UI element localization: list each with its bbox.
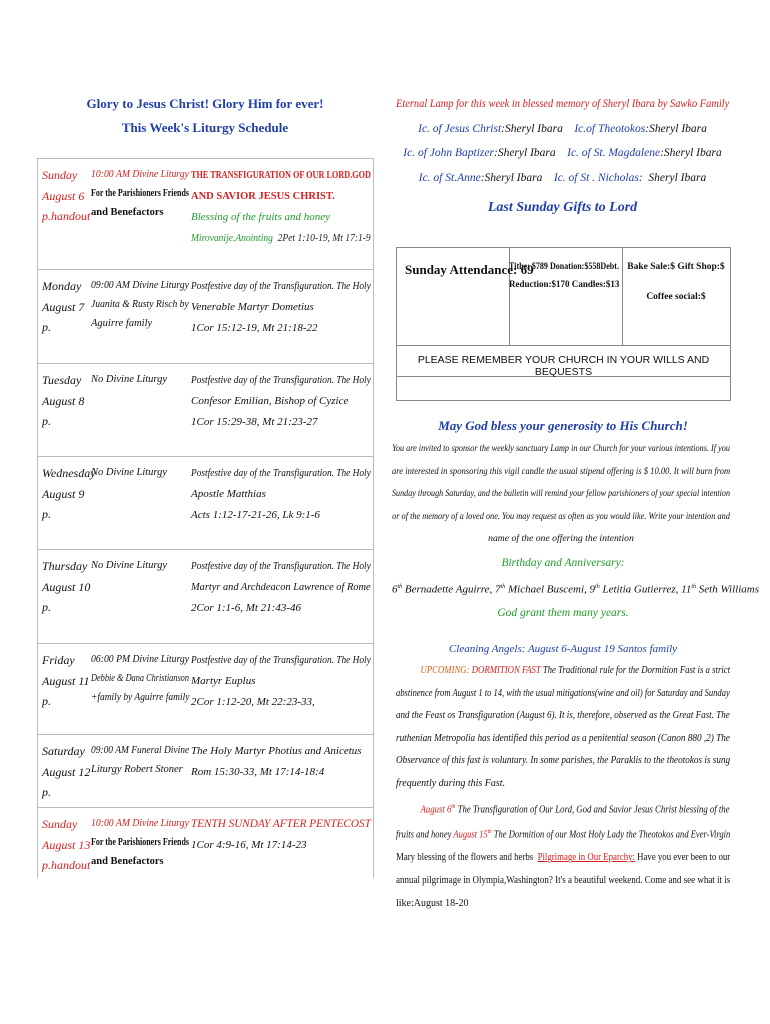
schedule-row-tuesday <box>38 363 373 456</box>
fast-text: The Traditional rule for the Dormition Fast is a strict <box>542 665 731 676</box>
ordinal: th <box>487 829 492 836</box>
fast-text: and the Feast os Transfiguration (August 6). It is, therefore, observed as the Great Fast. The <box>396 710 730 722</box>
icon-sponsor: Sheryl Ibara <box>484 171 543 184</box>
like-text: like:August 18-20 <box>396 897 469 909</box>
tithe-line: Reduction:$170 Candles:$13 <box>509 280 620 290</box>
aug15-label: August 15 <box>453 829 488 841</box>
icon-sponsor: Sheryl Ibara <box>497 147 556 159</box>
feast: Apostle Matthias <box>191 488 266 500</box>
stats-box <box>396 247 731 401</box>
annual-text: annual pilgrimage in Olympia,Washington? It's a beautiful weekend. Come and see what it is <box>396 875 731 886</box>
schedule-row-wednesday <box>38 456 373 549</box>
generosity-text: You are invited to sponsor the weekly sanctuary Lamp in our Church for your various intentions. If you <box>392 443 730 454</box>
day: Sunday <box>42 817 78 831</box>
day-number: 6 <box>392 583 398 596</box>
schedule-row-sunday-aug6 <box>38 158 373 269</box>
anointing: Mirovanije.Anointing <box>191 232 273 244</box>
icon-sponsor: Sheryl Ibara <box>648 171 707 184</box>
attendance: Sunday Attendance: 69 <box>405 262 534 277</box>
celebrant: Bernadette Aguirre, 7 <box>404 583 501 596</box>
birthday-list <box>392 575 759 602</box>
time: 06:00 PM Divine Liturgy <box>91 654 190 665</box>
feast: AND SAVIOR JESUS CHRIST. <box>191 191 335 202</box>
generosity-title: May God bless your generosity to His Church! <box>438 418 688 433</box>
intention: For the Parishioners Friends <box>91 837 190 848</box>
generosity-section <box>392 414 759 625</box>
note: p. <box>42 785 51 799</box>
intention: and Benefactors <box>91 207 164 218</box>
note: p.handout <box>42 858 91 872</box>
day: Sunday <box>42 168 78 182</box>
ordinal: th <box>595 583 600 590</box>
schedule-row-saturday <box>38 734 373 807</box>
feast: Postfestive day of the Transfiguration. The Holy <box>191 654 371 666</box>
note: p. <box>42 694 51 708</box>
feast: Venerable Martyr Dometius <box>191 301 314 313</box>
feast: Postfestive day of the Transfiguration. The Holy <box>191 467 371 479</box>
ordinal: th <box>500 583 506 590</box>
time: 09:00 AM Divine Liturgy <box>91 280 189 291</box>
ordinal: th <box>397 583 403 590</box>
time: No Divine Liturgy <box>91 560 168 571</box>
many-years: God grant them many years. <box>497 607 629 620</box>
celebrant: Letitia Gutierrez, 11 <box>602 583 692 596</box>
schedule-title: This Week's Liturgy Schedule <box>121 120 289 135</box>
icon-sponsor: Sheryl Ibara <box>505 122 563 135</box>
schedule-row-sunday-aug13 <box>38 807 373 878</box>
right-column <box>396 92 729 216</box>
tithe-line: Tithe: $789 Donation:$558Debt. <box>509 262 619 272</box>
generosity-text: name of the one offering the intention <box>488 533 634 544</box>
intention: For the Parishioners Friends <box>91 188 190 199</box>
lamp-title: Eternal Lamp for this week in blessed memory of Sheryl Ibara by Sawko Family <box>396 98 730 110</box>
cleaning-angels: Cleaning Angels: August 6-August 19 Santos family <box>448 643 678 655</box>
celebrant: Seth Williams <box>698 583 759 596</box>
intention: +family by Aguirre family <box>91 692 190 703</box>
time: No Divine Liturgy <box>91 467 168 478</box>
date: August 7 <box>42 299 85 314</box>
feast: Postfestive day of the Transfiguration. The Holy <box>191 374 371 386</box>
ordinal: th <box>691 583 697 590</box>
note: p. <box>42 320 51 334</box>
fruits-text: fruits and honey <box>396 829 452 841</box>
date: August 8 <box>42 393 85 408</box>
generosity-text: or of the memory of a loved one. You may request as often as you would like. Write your intention and <box>392 510 730 522</box>
icon-label: Ic. of St.Anne <box>418 171 481 184</box>
date: August 6 <box>42 188 85 203</box>
day: Monday <box>42 279 82 293</box>
aug6-text: The Transfiguration of Our Lord, God and Savior Jesus Christ blessing of the <box>457 803 730 815</box>
reading: 2Cor 1:1-6, Mt 21:43-46 <box>191 602 301 614</box>
day: Thursday <box>42 559 88 573</box>
feast: Postfestive day of the Transfiguration. The Holy <box>191 560 371 572</box>
date: August 9 <box>42 486 85 501</box>
schedule-row-monday <box>38 269 373 363</box>
date: August 10 <box>42 579 91 594</box>
generosity-text: Sunday through Saturday, and the bulletin will remind your fellow parishioners of your special intention <box>392 488 730 499</box>
liturgy-schedule-table <box>37 158 374 878</box>
fast-text: ruthenian Metropolia has identified this period as a penitential season (Canon 880 ,2) The <box>396 732 730 744</box>
note: p. <box>42 414 51 428</box>
date: August 12 <box>42 764 91 779</box>
reading: Acts 1:12-17-21-26, Lk 9:1-6 <box>191 509 320 521</box>
reading: Rom 15:30-33, Mt 17:14-18:4 <box>191 766 325 778</box>
icon-label: Ic.of Theotokos <box>574 122 646 135</box>
time: 09:00 AM Funeral Divine <box>91 745 190 756</box>
icon-label: Ic. of St . Nicholas <box>553 171 639 184</box>
feast: Martyr Euplus <box>191 675 256 687</box>
icon-row: Ic. of Jesus Christ:Sheryl Ibara Ic.of Theotokos:Sheryl Ibara <box>418 122 707 135</box>
dormition-label: DORMITION FAST <box>471 665 541 676</box>
note: p. <box>42 600 51 614</box>
remember-church: PLEASE REMEMBER YOUR CHURCH IN YOUR WILLS AND BEQUESTS <box>417 354 710 378</box>
reading: 2Cor 1:12-20, Mt 22:23-33, <box>191 696 315 708</box>
gifts-title: Last Sunday Gifts to Lord <box>487 200 638 215</box>
intention: and Benefactors <box>91 856 164 867</box>
icon-row: Ic. of John Baptizer:Sheryl Ibara Ic. of St. Magdalene:Sheryl Ibara <box>403 147 722 159</box>
intention: Aguirre family <box>91 318 153 329</box>
reading: 1Cor 15:29-38, Mt 21:23-27 <box>191 416 318 428</box>
aug6-label: August 6 <box>420 803 452 815</box>
date: August 11 <box>42 673 90 688</box>
icon-row: Ic. of St.Anne:Sheryl Ibara Ic. of St . Nicholas: Sheryl Ibara <box>418 171 707 184</box>
intention: Liturgy Robert Stoner <box>91 764 183 775</box>
feast: The Holy Martyr Photius and Anicetus <box>191 745 362 757</box>
mary-text: Mary blessing of the flowers and herbs <box>396 852 534 864</box>
ordinal: th <box>451 803 456 810</box>
upcoming-label: UPCOMING: <box>420 665 470 676</box>
icon-label: Ic. of St. Magdalene <box>567 147 661 159</box>
coffee-social: Coffee social:$ <box>646 292 706 302</box>
note: p.handout <box>42 209 91 223</box>
reading: 1Cor 4:9-16, Mt 17:14-23 <box>191 839 307 851</box>
schedule-row-thursday <box>38 549 373 643</box>
icon-sponsor: Sheryl Ibara <box>663 147 722 159</box>
intention: Debbie & Dana Christianson <box>91 673 189 684</box>
reading: 1Cor 15:12-19, Mt 21:18-22 <box>191 322 318 334</box>
icon-label: Ic. of John Baptizer <box>403 147 494 159</box>
birthday-title: Birthday and Anniversary: <box>501 556 625 569</box>
feast: TENTH SUNDAY AFTER PENTECOST <box>191 818 371 830</box>
day: Tuesday <box>42 373 82 387</box>
feast: THE TRANSFIGURATION OF OUR LORD.GOD <box>191 170 371 181</box>
note: p. <box>42 507 51 521</box>
day: Wednesday <box>42 466 96 480</box>
reading: 2Pet 1:10-19, Mt 17:1-9 <box>277 232 371 244</box>
feast: Postfestive day of the Transfiguration. The Holy <box>191 280 371 292</box>
time: No Divine Liturgy <box>91 374 168 385</box>
date: August 13 <box>42 837 91 852</box>
fast-section <box>396 638 730 915</box>
feast: Confesor Emilian, Bishop of Cyzice <box>191 395 349 407</box>
celebrant: Michael Buscemi, 9 <box>507 583 596 596</box>
day: Friday <box>42 653 75 667</box>
left-header <box>40 92 370 140</box>
time: 10:00 AM Divine Liturgy <box>91 169 189 180</box>
greeting: Glory to Jesus Christ! Glory Him for ever! <box>86 96 324 111</box>
fast-text: abstinence from August 1 to 14, with the usual mitigations(wine and oil) for Saturday and Sunday <box>396 687 730 699</box>
feast: Martyr and Archdeacon Lawrence of Rome <box>191 581 371 593</box>
icon-sponsor: Sheryl Ibara <box>649 122 707 135</box>
generosity-text: are interested in sponsoring this vigil candle the usual stipend offering is $ 10.00. It will burn from <box>392 465 731 477</box>
pilgrimage-link[interactable]: Pilgrimage in Our Eparchy: <box>537 852 635 864</box>
intention: Juanita & Rusty Risch by <box>91 299 189 310</box>
pilgrimage-text: Have you ever been to our <box>637 852 731 864</box>
fast-text: Observance of this fast is voluntary. In some parishes, the Paraklis to the theotokos is sung <box>396 755 731 767</box>
bake-sale: Bake Sale:$ Gift Shop:$ <box>627 262 725 272</box>
fast-text: frequently during this Fast. <box>396 777 506 789</box>
aug15-text: The Dormition of our Most Holy Lady the Theotokos and Ever-Virgin <box>493 829 731 841</box>
time: 10:00 AM Divine Liturgy <box>91 818 189 829</box>
icon-label: Ic. of Jesus Christ <box>418 122 502 135</box>
schedule-row-friday <box>38 643 373 734</box>
blessing: Blessing of the fruits and honey <box>191 211 331 223</box>
day: Saturday <box>42 744 85 758</box>
